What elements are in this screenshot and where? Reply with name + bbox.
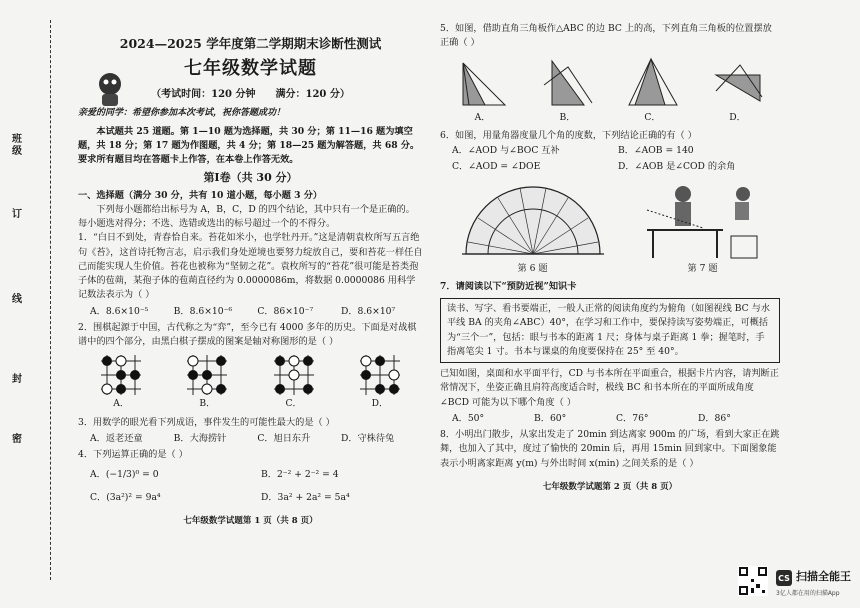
question-2: 2．围棋起源于中国，古代称之为“弈”，至今已有 4000 多年的历史。下面是对战棋谱中的四个部分，由黑白棋子摆成的图案是轴对称图形的是（ ） [78,321,417,347]
go-pattern-d [358,353,402,411]
go-board-icon [272,353,316,397]
option: C．∠AOD = ∠DOE [452,161,541,173]
protractor-figure [458,180,608,276]
triangle-ruler-icon [625,55,681,111]
option: B．2⁻² + 2⁻² = 4 [261,469,339,481]
option: D．86° [698,412,731,424]
qr-code-icon [738,566,768,596]
question-7: 7．请阅读以下“预防近视”知识卡 [440,280,577,292]
question-5: 5．如图，借助直角三角板作△ABC 的边 BC 上的高，下列直角三角板的位置摆放正确（ ） [440,23,772,49]
figure-caption: 第 6 题 [517,262,548,274]
option: C．(3a²)² = 9a⁴ [90,491,161,503]
q2-figures [78,353,423,411]
exam-subtitle: 七年级数学试题 [184,58,317,80]
option: A．(−1/3)⁰ = 0 [90,469,159,481]
knowledge-card-text: 读书、写字、看书要端正，一般人正常的阅读角度约为俯角（如图视线 BC 与水平线 BA 的夹角∠ABC）40°，在学习和工作中，要保持读写姿势端正，可概括为“三个一”，包括：眼与书本的距离 1 尺；身体与桌子距离 1 拳；握笔时，手指离笔尖 1 寸。书本与课桌的角度要保持在 25° 至 40°。 [447,303,770,357]
q3-options [78,430,423,448]
figure-label: B． [199,398,216,410]
option: C．86×10⁻⁷ [257,305,314,317]
question-1: 1．“白日不到处，青春恰自来。苔花如米小，也学牡丹开。”这是清朝袁枚所写五言绝句《苔》，这首诗托物言志，启示我们身处逆境也要努力绽放自己，要和苔花一样任自己而能实现人生价值。苔花也被称为“坚韧之花”。袁枚所写的“苔花”很可能是苔类孢子体的苞蒴，某孢子体的苞蒴直径约为 0.0000086m，将数据 0.0000086 用科学记数法表示为（ ） [78,232,423,301]
knowledge-card [440,298,780,363]
part1-heading: 一、选择题（满分 30 分，共有 10 道小题，每小题 3 分） [78,189,323,201]
option: D．3a² + 2a² = 5a⁴ [261,491,350,503]
question-4: 4．下列运算正确的是（ ） [78,449,188,460]
q6-options-row2 [440,159,780,175]
triangle-fig-a [455,55,511,125]
question-8: 8．小明出门散步，从家出发走了 20min 到达离家 900m 的广场，看到大家正在跳舞，也加入了其中，度过了愉快的 20min 后，再用 15min 回到家中。下面图象能表示小明离家距离 y(m) 与外出时间 x(min) 之间关系的是（ ） [440,429,780,469]
binding-label: 订 [12,209,22,220]
binding-label: 密 [12,434,22,445]
option: B．60° [534,412,567,424]
go-board-icon [185,353,229,397]
figure-label: A． [113,398,130,410]
go-pattern-c [272,353,316,411]
posture-figure [643,180,763,276]
go-pattern-b [185,353,229,411]
option: B．∠AOB = 140 [618,145,694,156]
triangle-fig-b [540,55,596,125]
exam-title: 2024—2025 学年度第二学期期末诊断性测试 [119,36,382,51]
option: A．8.6×10⁻⁵ [90,305,149,317]
figure-label: D． [729,111,746,123]
page-footer: 七年级数学试题第 2 页（共 8 页） [542,481,678,492]
q7-options [440,410,780,428]
figure-label: D． [371,398,389,410]
triangle-ruler-icon [455,55,511,111]
triangle-fig-c [625,55,681,125]
camscanner-tagline: 3亿人都在用的扫描App [776,590,840,597]
option: B．8.6×10⁻⁶ [173,305,233,317]
left-column [78,22,423,528]
binding-label: 线 [12,294,22,305]
triangle-ruler-icon [710,55,766,111]
q4-options-row1 [78,462,423,484]
reading-posture-icon [643,180,763,262]
triangle-ruler-icon [540,55,596,111]
option: D．8.6×10⁷ [340,305,396,317]
q5-figures [440,55,780,125]
binding-label: 封 [12,374,22,385]
binding-label: 级 [12,146,22,157]
q1-options [78,303,423,321]
option: A．∠AOD 与∠BOC 互补 [452,145,560,156]
option: D．∠AOB 是∠COD 的余角 [618,161,736,173]
section-title: 第Ⅰ卷（共 30 分） [203,171,298,185]
option: C．旭日东升 [257,432,311,444]
option: D．守株待兔 [340,432,395,444]
q6-q7-figures [440,180,780,276]
go-board-icon [99,353,143,397]
question-7-text: 已知如图，桌面和水平面平行，CD 与书本所在平面重合，根据卡片内容，请判断正常情况下，坐姿正确且肩符高度适合时，极线 BC 和书本所在的平面所成角度∠BCD 可能为以下哪个角度（ ） [440,368,779,408]
figure-label: A． [474,111,491,123]
camscanner-name: 扫描全能王 [796,570,851,583]
go-pattern-a [99,353,143,411]
motto: 亲爱的同学：希望你参加本次考试，祝你答题成功！ [78,107,286,118]
part1-desc: 下列每小题都给出标号为 A，B，C，D 的四个结论，其中只有一个是正确的。每小题选对得分；不选、选错或选出的标号超过一个的不得分。 [78,203,415,229]
binding-line [34,20,51,580]
figure-label: C． [285,398,302,410]
intro: 本试题共 25 道题。第 1—10 题为选择题，共 30 分；第 11—16 题为填空题，共 18 分；第 17 题为作图题，共 4 分；第 18—25 题为解答题，共 68 分。要求所有题目均在答题卡上作答，在本卷上作答无效。 [78,125,420,166]
figure-label: B． [559,111,576,123]
figure-label: C． [644,111,661,123]
option: A．50° [452,412,485,424]
protractor-icon [458,180,608,262]
q6-options-row1 [440,143,780,159]
option: B．大海捞针 [173,432,227,444]
triangle-fig-d [710,55,766,125]
binding-label: 班 [12,134,22,145]
option: A．返老还童 [90,432,143,444]
question-6: 6．如图，用量角器度量几个角的度数，下列结论正确的有（ ） [440,129,697,141]
camscanner-logo: CS [776,570,792,586]
question-3: 3．用数学的眼光看下列成语，事件发生的可能性最大的是（ ） [78,416,335,428]
go-board-icon [358,353,402,397]
option: C．76° [616,412,649,424]
figure-caption: 第 7 题 [687,262,718,274]
right-column [440,22,780,494]
q4-options-row2 [78,485,423,507]
page-footer: 七年级数学试题第 1 页（共 8 页） [183,515,318,526]
exam-meta: （考试时间：120 分钟 满分：120 分） [151,89,350,101]
